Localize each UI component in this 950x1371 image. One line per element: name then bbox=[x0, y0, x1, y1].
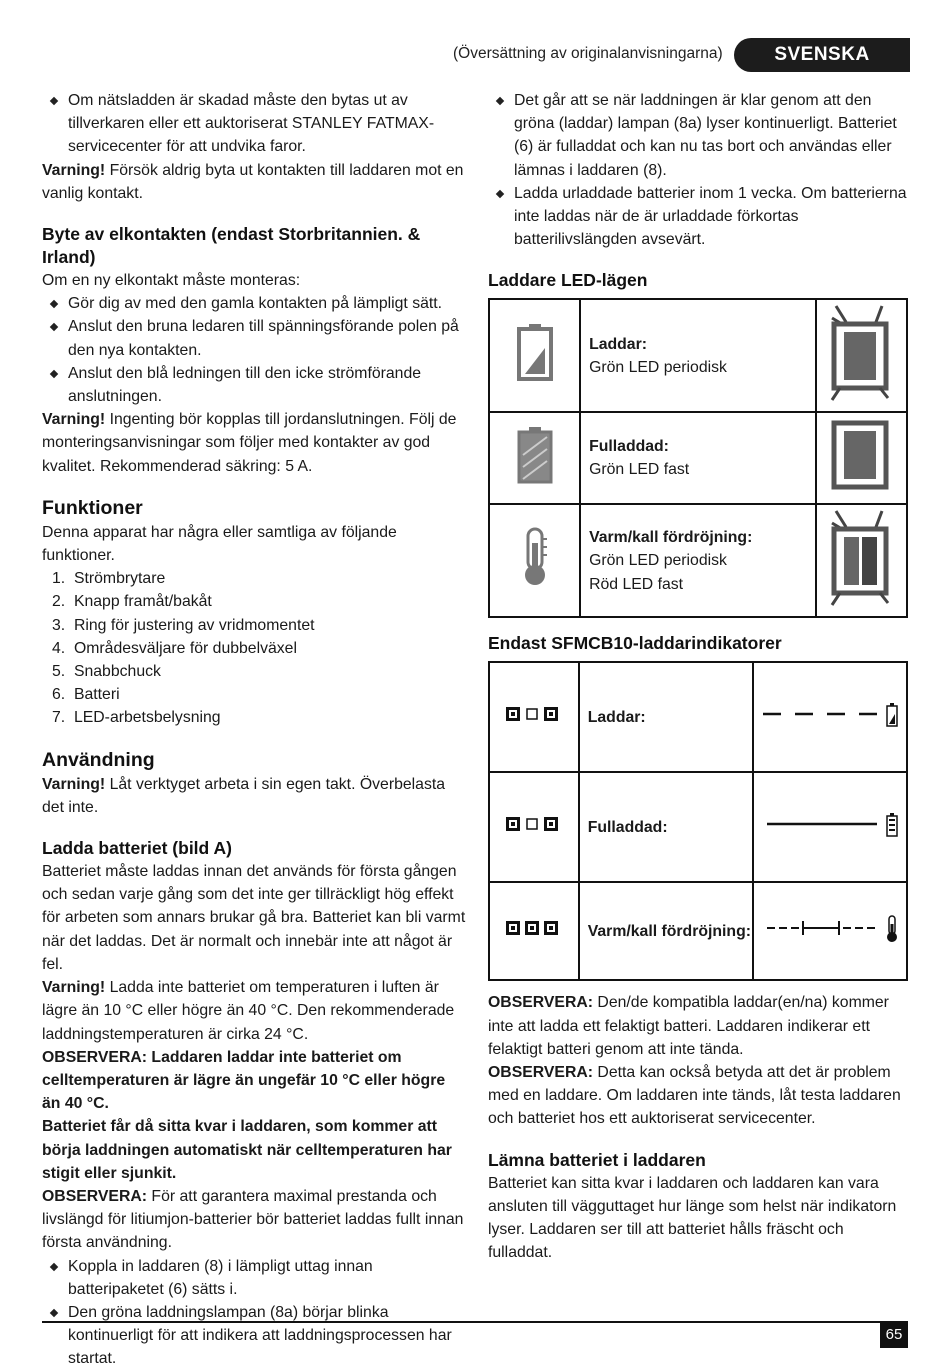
note-bold: Batteriet får då sitta kvar i laddaren, som kommer att börja laddningen automatiskt när celltemperaturen har stigit eller sjunkit. bbox=[42, 1118, 452, 1182]
leave-battery-text: Batteriet kan sitta kvar i laddaren och laddaren kan vara ansluten till vägguttaget hur länge som helst när indikatorn lyser. Laddaren ser till att batteriet hålls fräscht och fulladdat. bbox=[488, 1174, 897, 1262]
footer-rule bbox=[42, 1321, 908, 1323]
list-item: 1. Strömbrytare bbox=[52, 570, 166, 588]
note-label: OBSERVERA: bbox=[488, 1064, 594, 1082]
features-intro: Denna apparat har några eller samtliga av följande funktioner. bbox=[42, 523, 397, 565]
indicator-state-label: Varm/kall fördröjning: bbox=[587, 922, 751, 940]
table-row bbox=[489, 662, 907, 772]
table-row bbox=[489, 882, 907, 980]
table-row bbox=[489, 412, 907, 504]
note-label: OBSERVERA: bbox=[42, 1187, 148, 1205]
list-item: Den gröna laddningslampan (8a) börjar blinka kontinuerligt för att indikera att laddningsprocessen har startat. bbox=[42, 1301, 467, 1371]
note-paragraph bbox=[488, 1061, 908, 1131]
indicator-state-label: Laddar: bbox=[587, 708, 646, 726]
led-text-cell bbox=[580, 504, 816, 617]
indicator-leds-full-icon bbox=[489, 772, 579, 882]
indicator-pattern-cell bbox=[753, 772, 907, 882]
warning-paragraph bbox=[42, 159, 467, 205]
cord-bullet-list bbox=[42, 89, 467, 159]
header-subtitle: (Översättning av originalanvisningarna) bbox=[453, 45, 723, 62]
led-state-label: Laddar: bbox=[589, 335, 648, 353]
indicator-pattern-cell bbox=[753, 882, 907, 980]
indicator-table bbox=[488, 661, 908, 981]
left-column bbox=[42, 89, 467, 1371]
list-item: 4. Områdesväljare för dubbelväxel bbox=[52, 639, 297, 657]
battery-full-icon bbox=[489, 412, 580, 504]
list-item: Gör dig av med den gamla kontakten på lämpligt sätt. bbox=[42, 292, 467, 315]
solid-pattern-graphic bbox=[755, 804, 905, 844]
plug-list bbox=[42, 292, 467, 408]
led-state-desc: Grön LED periodisk bbox=[589, 358, 727, 376]
language-tab: SVENSKA bbox=[734, 38, 910, 72]
warning-text: Försök aldrig byta ut kontakten till laddaren mot en vanlig kontakt. bbox=[42, 161, 464, 202]
status-list bbox=[488, 89, 908, 251]
led-text-cell bbox=[580, 412, 816, 504]
list-item: Koppla in laddaren (8) i lämpligt uttag innan batteripaketet (6) sätts i. bbox=[42, 1255, 467, 1301]
list-item: Det går att se när laddningen är klar genom att den gröna (laddar) lampan (8a) lyser kontinuerligt. Batteriet (6) är fulladdat och kan nu tas bort och användas eller lämnas i laddaren (8). bbox=[488, 89, 908, 182]
led-state-desc: Röd LED fast bbox=[589, 575, 684, 593]
led-blinking-green-icon bbox=[816, 299, 907, 412]
indicator-leds-charging-icon bbox=[489, 662, 579, 772]
led-state-desc: Grön LED periodisk bbox=[589, 552, 727, 570]
indicator-leds-delay-icon bbox=[489, 882, 579, 980]
note-text: Detta kan också betyda att det är problem med en laddare. Om laddaren inte tänds, låt testa laddaren och batteriet hos ett auktoriserat servicecenter. bbox=[488, 1064, 901, 1128]
note-paragraph bbox=[488, 991, 908, 1061]
led-solid-green-icon bbox=[816, 412, 907, 504]
leave-battery-heading: Lämna batteriet i laddaren bbox=[488, 1149, 706, 1170]
charge-heading: Ladda batteriet (bild A) bbox=[42, 838, 232, 859]
table-row bbox=[489, 504, 907, 617]
led-state-label: Varm/kall fördröjning: bbox=[589, 529, 753, 547]
note-label: OBSERVERA: bbox=[488, 994, 594, 1012]
warning-paragraph bbox=[42, 773, 467, 819]
list-item: 5. Snabbchuck bbox=[52, 663, 161, 681]
led-heading: Laddare LED-lägen bbox=[488, 270, 648, 291]
led-green-red-icon bbox=[816, 504, 907, 617]
charge-paragraph: Batteriet måste laddas innan det används för första gången och sedan varje gång som det inte ger tillräckligt hög effekt för arbeten som annars brukar gå bra. Batteriet kan bli varmt när det laddas. Det är normalt och innebär inte att något är fel. bbox=[42, 863, 466, 973]
table-row bbox=[489, 299, 907, 412]
indicator-text-cell bbox=[579, 772, 753, 882]
note-text: Den/de kompatibla laddar(en/na) kommer inte att ladda ett felaktigt batteri. Laddaren indikerar ett felaktigt batteri genom att inte tända. bbox=[488, 994, 889, 1058]
warning-paragraph bbox=[42, 976, 467, 1046]
features-heading: Funktioner bbox=[42, 496, 143, 519]
list-item: Om nätsladden är skadad måste den bytas ut av tillverkaren eller ett auktoriserat STANLEY FATMAX-servicecenter för att undvika faror. bbox=[42, 89, 467, 159]
warning-paragraph bbox=[42, 408, 467, 478]
warning-text: Ingenting bör kopplas till jordanslutningen. Följ de monteringsanvisningar som följer med kontakter av god kvalitet. Rekommenderad säkring: 5 A. bbox=[42, 411, 457, 475]
delay-pattern-graphic bbox=[755, 908, 905, 948]
led-text-cell bbox=[580, 299, 816, 412]
blink-pattern-graphic bbox=[755, 694, 905, 734]
page-number: 65 bbox=[880, 1322, 908, 1348]
note-bold: OBSERVERA: Laddaren laddar inte batteriet om celltemperaturen är lägre än ungefär 10 °C eller högre än 40 °C. bbox=[42, 1048, 446, 1113]
features-list bbox=[42, 567, 467, 729]
indicator-pattern-cell bbox=[753, 662, 907, 772]
indicator-text-cell bbox=[579, 662, 753, 772]
right-column bbox=[488, 89, 908, 1264]
warning-label: Varning! bbox=[42, 775, 106, 793]
plug-heading: Byte av elkontakten (endast Storbritannien. & Irland) bbox=[42, 224, 421, 268]
list-item: 6. Batteri bbox=[52, 686, 120, 704]
list-item: 2. Knapp framåt/bakåt bbox=[52, 593, 212, 611]
charge-list bbox=[42, 1255, 467, 1371]
list-item: Ladda urladdade batterier inom 1 vecka. Om batterierna inte laddas när de är urladdade förkortas batterilivslängden avsevärt. bbox=[488, 182, 908, 252]
led-modes-table bbox=[488, 298, 908, 618]
indicator-state-label: Fulladdad: bbox=[587, 818, 668, 836]
warning-label: Varning! bbox=[42, 161, 106, 179]
list-item: Anslut den blå ledningen till den icke strömförande anslutningen. bbox=[42, 362, 467, 408]
plug-intro: Om en ny elkontakt måste monteras: bbox=[42, 272, 301, 290]
list-item: Anslut den bruna ledaren till spänningsförande polen på den nya kontakten. bbox=[42, 315, 467, 361]
led-state-label: Fulladdad: bbox=[589, 438, 669, 456]
table-row bbox=[489, 772, 907, 882]
thermometer-icon bbox=[489, 504, 580, 617]
usage-heading: Användning bbox=[42, 748, 155, 771]
note-paragraph bbox=[42, 1185, 467, 1255]
indicator-heading: Endast SFMCB10-laddarindikatorer bbox=[488, 633, 782, 654]
note-text: För att garantera maximal prestanda och livslängd för litiumjon-batterier bör batteriet laddas fullt innan första användning. bbox=[42, 1187, 464, 1252]
led-state-desc: Grön LED fast bbox=[589, 461, 690, 479]
warning-text: Låt verktyget arbeta i sin egen takt. Överbelasta det inte. bbox=[42, 775, 446, 816]
battery-charging-icon bbox=[489, 299, 580, 412]
indicator-text-cell bbox=[579, 882, 753, 980]
warning-text: Ladda inte batteriet om temperaturen i luften är lägre än 10 °C eller högre än 40 °C. Den rekommenderade laddningstemperaturen är cirka 24 °C. bbox=[42, 979, 455, 1043]
warning-label: Varning! bbox=[42, 979, 106, 997]
list-item: 7. LED-arbetsbelysning bbox=[52, 709, 221, 727]
warning-label: Varning! bbox=[42, 411, 106, 429]
list-item: 3. Ring för justering av vridmomentet bbox=[52, 616, 315, 634]
